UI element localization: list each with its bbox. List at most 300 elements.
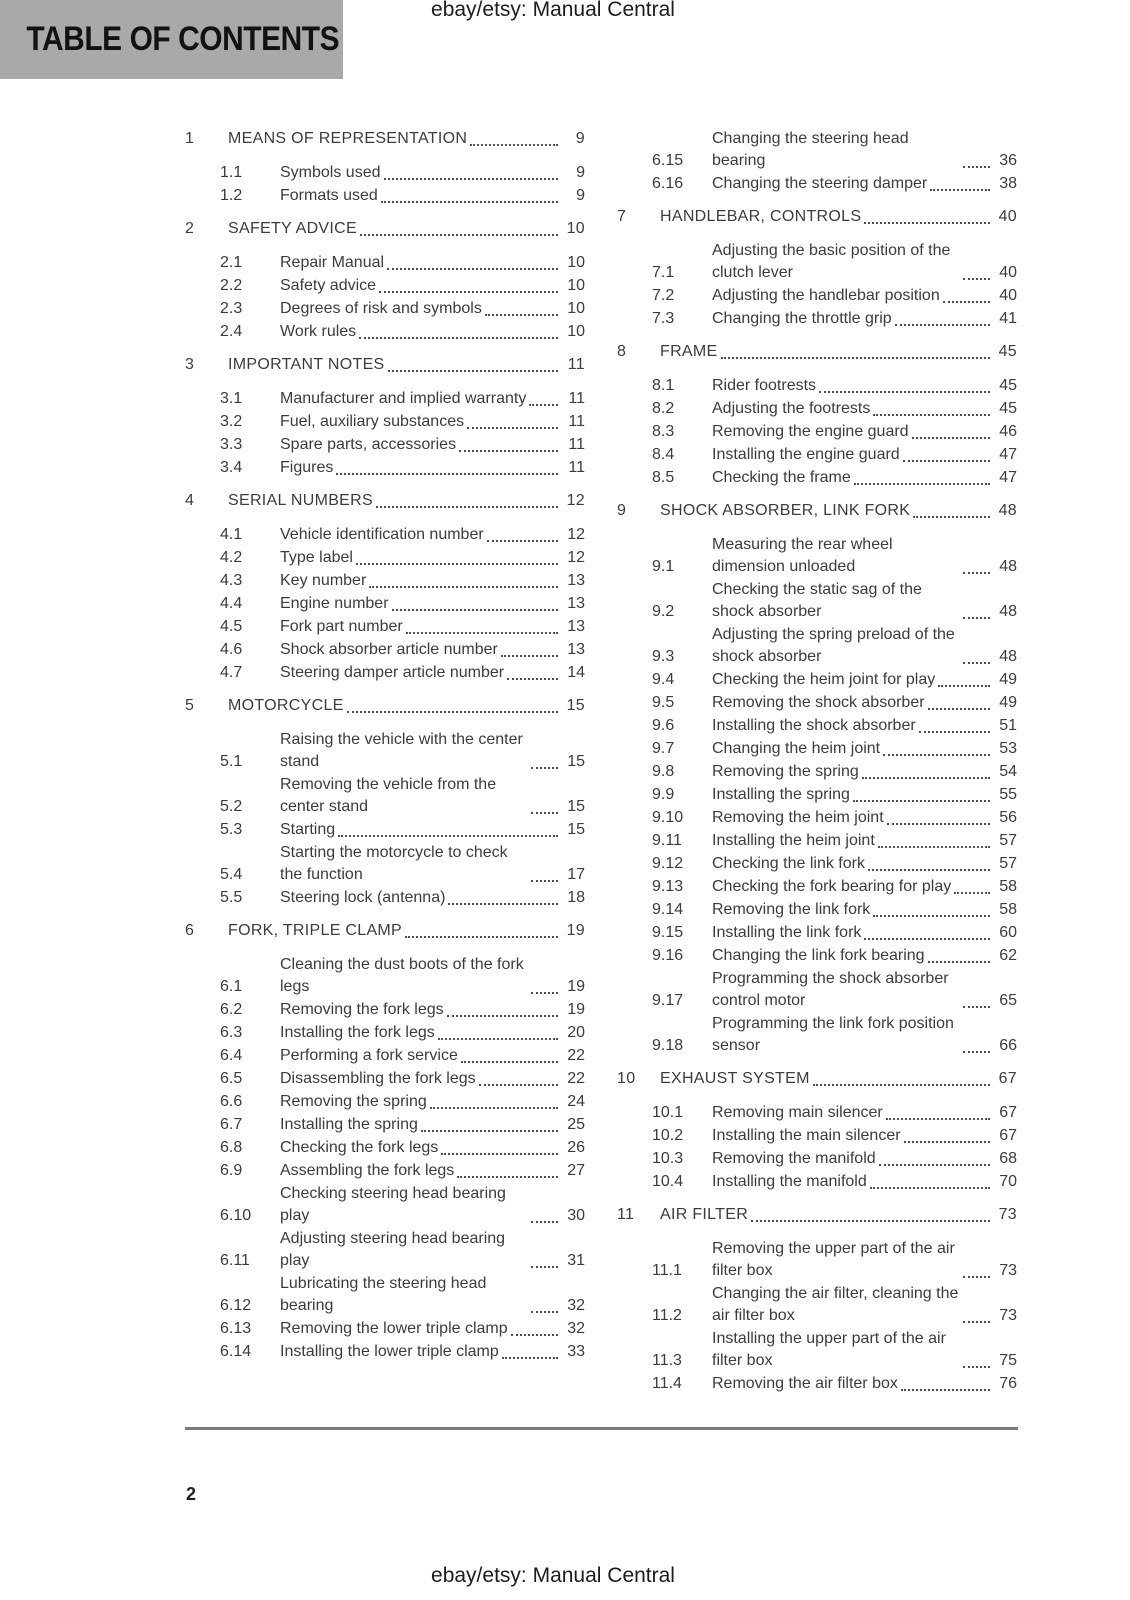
dot-leader [886,1118,990,1120]
toc-item-entry [617,1125,1017,1147]
dot-leader [467,427,558,429]
entry-title: Installing the spring [712,786,850,803]
toc-section-items [185,252,585,343]
dot-leader [430,1107,558,1109]
entry-number: 7 [617,208,627,225]
entry-number: 2.4 [220,323,243,340]
dot-leader [487,540,558,542]
entry-title: Removing the upper part of the air filter box [712,1240,955,1279]
entry-page-number: 30 [567,1207,585,1224]
entry-number: 8.1 [652,377,675,394]
dot-leader [904,1141,990,1143]
dot-leader [369,586,558,588]
dot-leader [963,1366,990,1368]
toc-item-entry [617,945,1017,967]
entry-page-number: 20 [567,1024,585,1041]
toc-item-entry [185,639,585,661]
toc-item-entry [185,887,585,909]
toc-item-entry [617,173,1017,195]
entry-title: Work rules [280,323,357,340]
dot-leader [529,404,558,406]
toc-item-entry [617,784,1017,806]
dot-leader [531,992,558,994]
entry-page-number: 53 [999,740,1017,757]
entry-page-number: 48 [999,558,1017,575]
entry-number: 10 [617,1070,636,1087]
toc-item-entry [185,457,585,479]
toc-item-entry [185,570,585,592]
entry-page-number: 67 [998,1070,1017,1087]
entry-title: Adjusting the basic position of the clutch lever [712,242,951,281]
toc-item-entry [617,876,1017,898]
dot-leader [531,1221,558,1223]
entry-number: 6.8 [220,1139,243,1156]
entry-number: 9.1 [652,558,675,575]
dot-leader [447,1015,558,1017]
entry-number: 9.5 [652,694,675,711]
toc-section [617,1204,1017,1395]
entry-title: Raising the vehicle with the center stand [280,731,523,770]
entry-title: Installing the heim joint [712,832,875,849]
toc-item-entry [617,398,1017,420]
dot-leader [819,391,990,393]
dot-leader [887,823,990,825]
entry-number: 9.17 [652,992,684,1009]
entry-page-number: 58 [999,878,1017,895]
entry-title: Changing the throttle grip [712,310,892,327]
entry-number: 4.6 [220,641,243,658]
entry-title: Changing the link fork bearing [712,947,925,964]
entry-page-number: 31 [567,1252,585,1269]
dot-leader [903,460,990,462]
toc-item-entry [185,593,585,615]
toc-item-entry [617,240,1017,284]
entry-title: Removing the fork legs [280,1001,444,1018]
entry-number: 6.10 [220,1207,252,1224]
toc-item-entry [185,1341,585,1363]
entry-title: Checking steering head bearing play [280,1185,506,1224]
entry-page-number: 73 [999,1307,1017,1324]
toc-chapter-entry [617,500,1017,522]
entry-page-number: 49 [999,694,1017,711]
entry-title: Removing main silencer [712,1104,883,1121]
dot-leader [388,370,558,372]
entry-title: Engine number [280,595,389,612]
entry-number: 6.5 [220,1070,243,1087]
entry-page-number: 11 [567,356,585,373]
entry-page-number: 47 [999,446,1017,463]
toc-item-entry [185,842,585,886]
entry-title: Checking the fork legs [280,1139,439,1156]
entry-title: MEANS OF REPRESENTATION [228,130,468,147]
toc-item-entry [185,547,585,569]
entry-title: Removing the spring [280,1093,427,1110]
toc-chapter-entry [617,1204,1017,1226]
entry-title: Removing the vehicle from the center stand [280,776,497,815]
entry-number: 10.1 [652,1104,684,1121]
toc-item-entry [185,729,585,773]
toc-item-entry [617,579,1017,623]
toc-chapter-entry [185,128,585,150]
entry-number: 2 [185,220,195,237]
entry-page-number: 10 [567,300,585,317]
toc-section [617,128,1017,195]
dot-leader [347,711,558,713]
entry-page-number: 57 [999,855,1017,872]
entry-page-number: 19 [566,922,585,939]
entry-number: 4.7 [220,664,243,681]
entry-title: Removing the engine guard [712,423,909,440]
entry-title: Removing the air filter box [712,1375,898,1392]
toc-item-entry [617,899,1017,921]
entry-number: 2.1 [220,254,243,271]
dot-leader [356,563,558,565]
entry-title: Changing the air filter, cleaning the air filter box [712,1285,959,1324]
toc-item-entry [185,434,585,456]
toc-item-entry [617,128,1017,172]
entry-number: 9.6 [652,717,675,734]
toc-item-entry [617,421,1017,443]
toc-column-right [617,128,1017,1396]
dot-leader [421,1130,558,1132]
entry-page-number: 14 [567,664,585,681]
dot-leader [928,708,990,710]
dot-leader [379,291,558,293]
dot-leader [963,572,990,574]
entry-title: Installing the engine guard [712,446,900,463]
entry-page-number: 19 [567,978,585,995]
toc-item-entry [185,185,585,207]
toc-item-entry [617,1373,1017,1395]
entry-title: HANDLEBAR, CONTROLS [660,208,862,225]
entry-title: Vehicle identification number [280,526,484,543]
footer-watermark: ebay/etsy: Manual Central [431,1564,675,1587]
toc-item-entry [185,275,585,297]
entry-title: Fuel, auxiliary substances [280,413,465,430]
entry-title: Installing the spring [280,1116,418,1133]
entry-title: Assembling the fork legs [280,1162,455,1179]
entry-number: 3.1 [220,390,243,407]
dot-leader [963,1051,990,1053]
toc-item-entry [617,669,1017,691]
entry-page-number: 45 [998,343,1017,360]
toc-item-entry [617,738,1017,760]
toc-chapter-entry [617,1068,1017,1090]
entry-number: 9.4 [652,671,675,688]
toc-item-entry [185,1318,585,1340]
toc-chapter-entry [185,354,585,376]
toc-item-entry [185,1114,585,1136]
dot-leader [479,1084,558,1086]
toc-chapter-entry [185,920,585,942]
toc-item-entry [617,624,1017,668]
dot-leader [963,662,990,664]
dot-leader [853,800,990,802]
entry-number: 5.2 [220,798,243,815]
entry-number: 3.4 [220,459,243,476]
entry-title: SHOCK ABSORBER, LINK FORK [660,502,911,519]
dot-leader [531,1311,558,1313]
entry-number: 1.2 [220,187,243,204]
entry-page-number: 62 [999,947,1017,964]
toc-item-entry [185,1160,585,1182]
toc-item-entry [617,922,1017,944]
entry-title: Shock absorber article number [280,641,498,658]
dot-leader [963,278,990,280]
entry-number: 4.4 [220,595,243,612]
dot-leader [501,655,558,657]
entry-page-number: 41 [999,310,1017,327]
entry-title: Installing the link fork [712,924,862,941]
entry-title: Adjusting the spring preload of the shock absorber [712,626,955,665]
entry-page-number: 11 [568,436,585,453]
toc-section [185,218,585,343]
entry-title: Spare parts, accessories [280,436,457,453]
entry-number: 6.9 [220,1162,243,1179]
entry-number: 9.9 [652,786,675,803]
entry-number: 8.2 [652,400,675,417]
entry-number: 4.3 [220,572,243,589]
dot-leader [963,617,990,619]
toc-section [185,695,585,909]
toc-section-items [617,240,1017,330]
toc-item-entry [617,1171,1017,1193]
toc-item-entry [617,1013,1017,1057]
entry-number: 8.3 [652,423,675,440]
entry-number: 6.16 [652,175,684,192]
page-title-box [0,0,343,79]
entry-title: IMPORTANT NOTES [228,356,385,373]
entry-title: Changing the steering damper [712,175,928,192]
dot-leader [912,437,990,439]
entry-title: FORK, TRIPLE CLAMP [228,922,403,939]
toc-item-entry [617,692,1017,714]
toc-item-entry [617,467,1017,489]
dot-leader [862,777,990,779]
entry-page-number: 33 [567,1343,585,1360]
toc-item-entry [617,761,1017,783]
entry-title: Repair Manual [280,254,385,271]
dot-leader [751,1220,990,1222]
entry-page-number: 40 [999,287,1017,304]
entry-title: FRAME [660,343,718,360]
toc-item-entry [617,1102,1017,1124]
entry-page-number: 25 [567,1116,585,1133]
entry-number: 10.2 [652,1127,684,1144]
entry-page-number: 12 [567,549,585,566]
entry-number: 9.7 [652,740,675,757]
dot-leader [864,938,990,940]
toc-item-entry [185,1228,585,1272]
dot-leader [459,450,558,452]
toc-section [185,920,585,1363]
toc-section [185,128,585,207]
toc-section [617,1068,1017,1193]
toc-section [185,354,585,479]
entry-title: Measuring the rear wheel dimension unloaded [712,536,893,575]
entry-title: Adjusting steering head bearing play [280,1230,506,1269]
dot-leader [457,1176,558,1178]
toc-item-entry [617,444,1017,466]
dot-leader [873,915,990,917]
entry-page-number: 54 [999,763,1017,780]
entry-number: 8.4 [652,446,675,463]
entry-number: 1 [185,130,195,147]
toc-item-entry [617,375,1017,397]
toc-item-entry [185,954,585,998]
entry-title: Removing the link fork [712,901,871,918]
entry-page-number: 9 [575,130,585,147]
entry-page-number: 26 [567,1139,585,1156]
dot-leader [531,1266,558,1268]
toc-section-items [185,388,585,479]
entry-page-number: 24 [567,1093,585,1110]
entry-title: Type label [280,549,353,566]
entry-number: 11.2 [652,1307,682,1324]
toc-item-entry [617,968,1017,1012]
footer-rule [185,1427,1018,1430]
entry-page-number: 22 [567,1047,585,1064]
dot-leader [954,892,990,894]
toc-item-entry [617,715,1017,737]
entry-number: 9.8 [652,763,675,780]
entry-number: 9.11 [652,832,682,849]
entry-number: 1.1 [220,164,243,181]
entry-title: Figures [280,459,334,476]
toc-item-entry [617,308,1017,330]
entry-page-number: 65 [999,992,1017,1009]
dot-leader [868,869,990,871]
toc-item-entry [617,285,1017,307]
dot-leader [406,632,558,634]
entry-page-number: 15 [567,753,585,770]
entry-page-number: 15 [567,798,585,815]
dot-leader [938,685,990,687]
toc-chapter-entry [617,341,1017,363]
entry-number: 6.6 [220,1093,243,1110]
entry-number: 10.3 [652,1150,684,1167]
entry-page-number: 11 [568,459,585,476]
entry-number: 3.3 [220,436,243,453]
toc-section-items [617,534,1017,1057]
entry-page-number: 32 [567,1297,585,1314]
toc-item-entry [185,1091,585,1113]
toc-item-entry [185,774,585,818]
toc-item-entry [617,1148,1017,1170]
dot-leader [360,234,558,236]
entry-page-number: 18 [567,889,585,906]
toc-item-entry [617,853,1017,875]
entry-page-number: 13 [567,572,585,589]
entry-number: 9.3 [652,648,675,665]
entry-page-number: 51 [999,717,1017,734]
page-title: TABLE OF CONTENTS [26,20,340,58]
entry-title: MOTORCYCLE [228,697,344,714]
toc-section [617,341,1017,489]
entry-title: Installing the manifold [712,1173,867,1190]
entry-title: Installing the fork legs [280,1024,435,1041]
entry-number: 4.5 [220,618,243,635]
entry-number: 6.11 [220,1252,250,1269]
dot-leader [813,1084,990,1086]
dot-leader [873,414,990,416]
entry-title: Symbols used [280,164,381,181]
entry-title: Lubricating the steering head bearing [280,1275,487,1314]
entry-number: 8 [617,343,627,360]
toc-item-entry [185,162,585,184]
dot-leader [485,314,558,316]
entry-number: 7.3 [652,310,675,327]
entry-page-number: 10 [567,254,585,271]
entry-title: Removing the heim joint [712,809,884,826]
entry-number: 6.4 [220,1047,243,1064]
dot-leader [461,1061,558,1063]
toc-item-entry [185,524,585,546]
toc-chapter-entry [185,218,585,240]
entry-page-number: 73 [999,1262,1017,1279]
entry-title: Adjusting the footrests [712,400,871,417]
toc-item-entry [185,662,585,684]
toc-item-entry [185,1137,585,1159]
entry-number: 2.3 [220,300,243,317]
entry-number: 11.4 [652,1375,682,1392]
entry-number: 11.1 [652,1262,682,1279]
entry-title: AIR FILTER [660,1206,749,1223]
entry-title: Installing the shock absorber [712,717,916,734]
entry-number: 6.15 [652,152,684,169]
toc-item-entry [617,1283,1017,1327]
entry-title: Installing the main silencer [712,1127,901,1144]
dot-leader [963,166,990,168]
entry-number: 9.14 [652,901,684,918]
entry-page-number: 11 [568,413,585,430]
entry-page-number: 45 [999,400,1017,417]
entry-page-number: 13 [567,618,585,635]
entry-number: 9.18 [652,1037,684,1054]
dot-leader [336,473,558,475]
dot-leader [879,1164,990,1166]
entry-title: Checking the static sag of the shock absorber [712,581,922,620]
dot-leader [531,880,558,882]
entry-number: 10.4 [652,1173,684,1190]
entry-page-number: 49 [999,671,1017,688]
entry-title: Checking the frame [712,469,851,486]
entry-page-number: 48 [999,648,1017,665]
header-watermark: ebay/etsy: Manual Central [431,0,675,21]
toc-chapter-entry [185,695,585,717]
entry-page-number: 76 [999,1375,1017,1392]
entry-page-number: 67 [999,1127,1017,1144]
entry-page-number: 12 [567,526,585,543]
entry-title: Formats used [280,187,378,204]
entry-number: 9 [617,502,627,519]
entry-title: Checking the link fork [712,855,865,872]
dot-leader [919,731,990,733]
dot-leader [963,1276,990,1278]
entry-number: 5.1 [220,753,243,770]
entry-page-number: 13 [567,641,585,658]
entry-title: Steering lock (antenna) [280,889,446,906]
entry-page-number: 48 [999,603,1017,620]
entry-title: Removing the spring [712,763,859,780]
entry-page-number: 11 [568,390,585,407]
dot-leader [943,301,990,303]
dot-leader [381,201,558,203]
toc-section-items [185,954,585,1363]
entry-title: Safety advice [280,277,377,294]
toc-item-entry [617,534,1017,578]
dot-leader [928,961,990,963]
